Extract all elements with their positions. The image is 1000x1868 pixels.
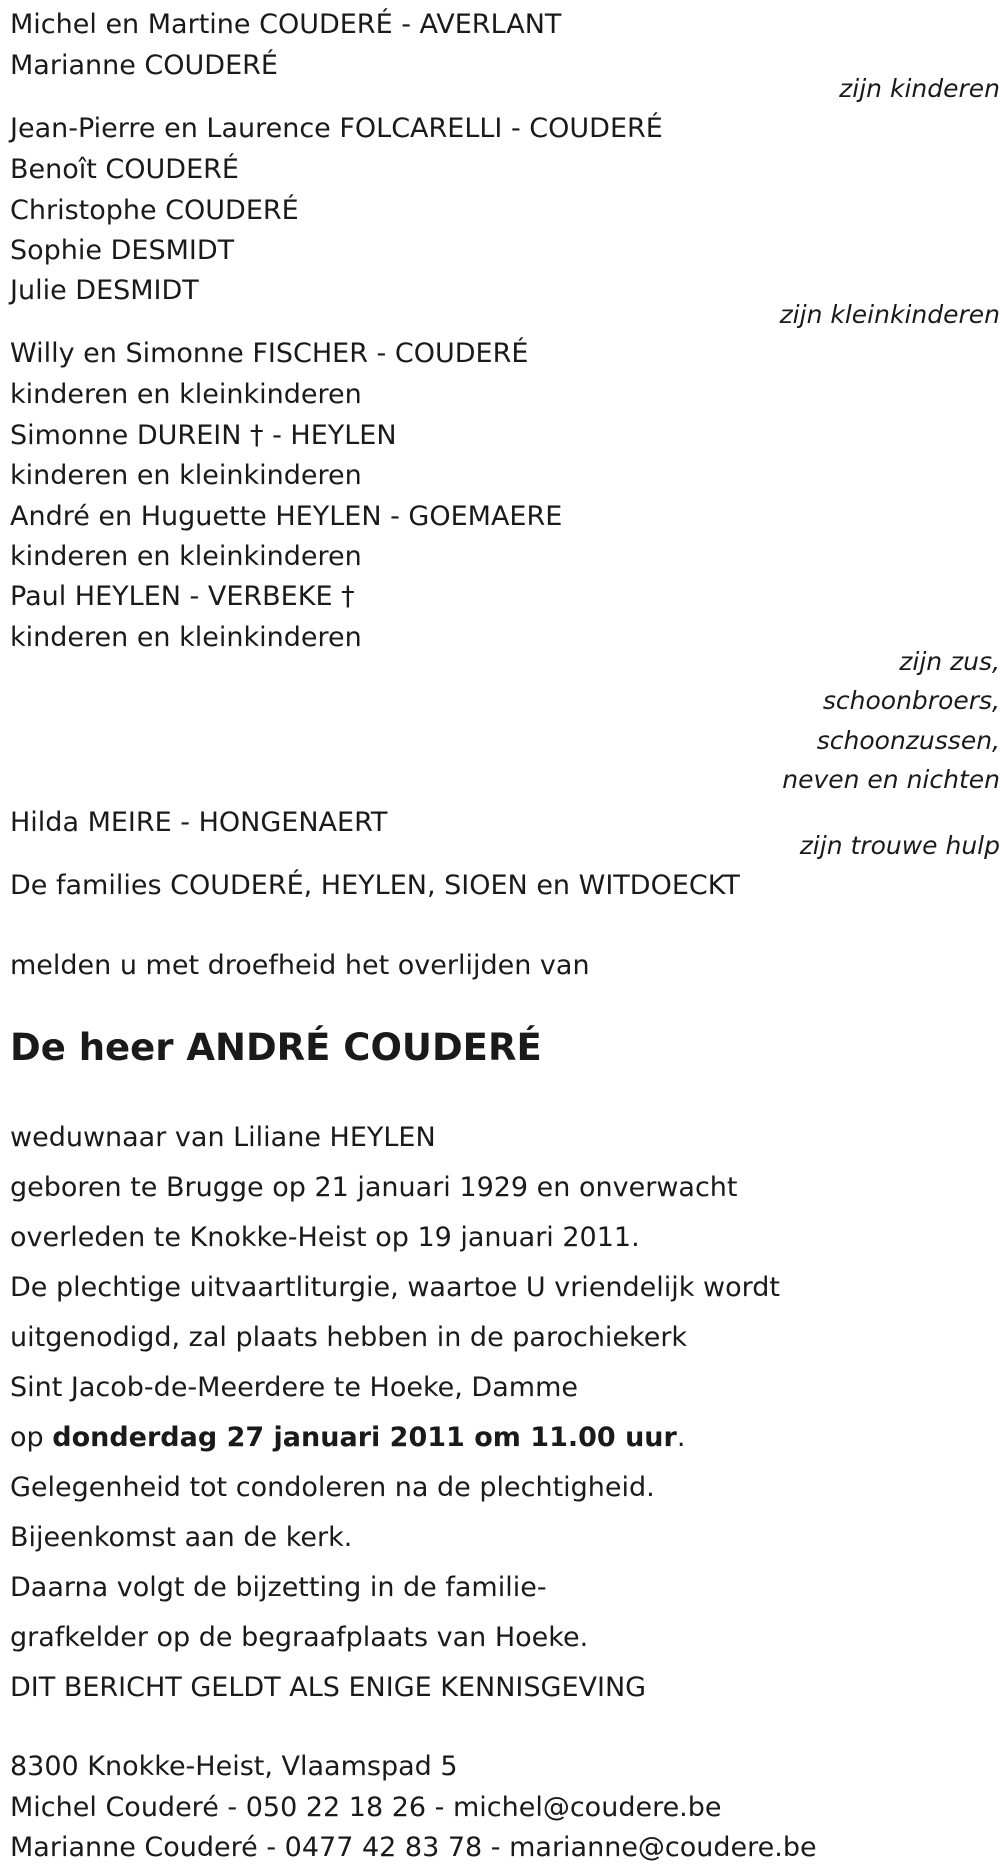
grandchild-name: Jean-Pierre en Laurence FOLCARELLI - COUDERÉ — [10, 113, 663, 144]
siblings-label: neven en nichten — [782, 765, 1000, 794]
detail-line: Sint Jacob-de-Meerdere te Hoeke, Damme — [10, 1372, 578, 1403]
contact-marianne: Marianne Couderé - 0477 42 83 78 - marianne@coudere.be — [10, 1832, 817, 1863]
sibling-line: kinderen en kleinkinderen — [10, 379, 362, 410]
families-line: De families COUDERÉ, HEYLEN, SIOEN en WITDOECKT — [10, 870, 740, 901]
grandchild-name: Sophie DESMIDT — [10, 235, 235, 266]
sibling-line: kinderen en kleinkinderen — [10, 460, 362, 491]
grandchildren-label: zijn kleinkinderen — [779, 300, 1000, 329]
sibling-line: André en Huguette HEYLEN - GOEMAERE — [10, 501, 563, 532]
deceased-name: De heer ANDRÉ COUDERÉ — [10, 1026, 542, 1069]
siblings-label: schoonzussen, — [816, 726, 1000, 755]
funeral-date-prefix: op — [10, 1422, 53, 1453]
detail-line: weduwnaar van Liliane HEYLEN — [10, 1122, 436, 1153]
detail-line: grafkelder op de begraafplaats van Hoeke. — [10, 1622, 589, 1653]
sibling-line: Simonne DUREIN † - HEYLEN — [10, 420, 397, 451]
grandchild-name: Christophe COUDERÉ — [10, 195, 299, 226]
child-name: Michel en Martine COUDERÉ - AVERLANT — [10, 9, 562, 40]
children-label: zijn kinderen — [839, 74, 1000, 103]
grandchild-name: Julie DESMIDT — [10, 275, 199, 306]
detail-line: Daarna volgt de bijzetting in de familie- — [10, 1572, 547, 1603]
child-name: Marianne COUDERÉ — [10, 50, 278, 81]
grandchild-name: Benoît COUDERÉ — [10, 154, 239, 185]
contact-address: 8300 Knokke-Heist, Vlaamspad 5 — [10, 1751, 458, 1782]
sibling-line: Willy en Simonne FISCHER - COUDERÉ — [10, 338, 529, 369]
detail-line: Gelegenheid tot condoleren na de plechtigheid. — [10, 1472, 655, 1503]
helper-label: zijn trouwe hulp — [799, 831, 1000, 860]
notice-line: DIT BERICHT GELDT ALS ENIGE KENNISGEVING — [10, 1672, 647, 1703]
funeral-date-line — [10, 1418, 685, 1458]
sibling-line: kinderen en kleinkinderen — [10, 541, 362, 572]
sibling-line: Paul HEYLEN - VERBEKE † — [10, 581, 355, 612]
funeral-date-suffix: . — [676, 1422, 686, 1453]
detail-line: uitgenodigd, zal plaats hebben in de parochiekerk — [10, 1322, 688, 1353]
detail-line: De plechtige uitvaartliturgie, waartoe U vriendelijk wordt — [10, 1272, 780, 1303]
siblings-label: schoonbroers, — [822, 686, 1000, 715]
funeral-date: donderdag 27 januari 2011 om 11.00 uur — [52, 1422, 677, 1453]
detail-line: Bijeenkomst aan de kerk. — [10, 1522, 353, 1553]
detail-line: geboren te Brugge op 21 januari 1929 en onverwacht — [10, 1172, 738, 1203]
detail-line: overleden te Knokke-Heist op 19 januari 2011. — [10, 1222, 640, 1253]
contact-michel: Michel Couderé - 050 22 18 26 - michel@coudere.be — [10, 1792, 722, 1823]
helper-name: Hilda MEIRE - HONGENAERT — [10, 807, 388, 838]
sibling-line: kinderen en kleinkinderen — [10, 622, 362, 653]
announcement: melden u met droefheid het overlijden van — [10, 950, 590, 981]
siblings-label: zijn zus, — [899, 647, 1000, 676]
